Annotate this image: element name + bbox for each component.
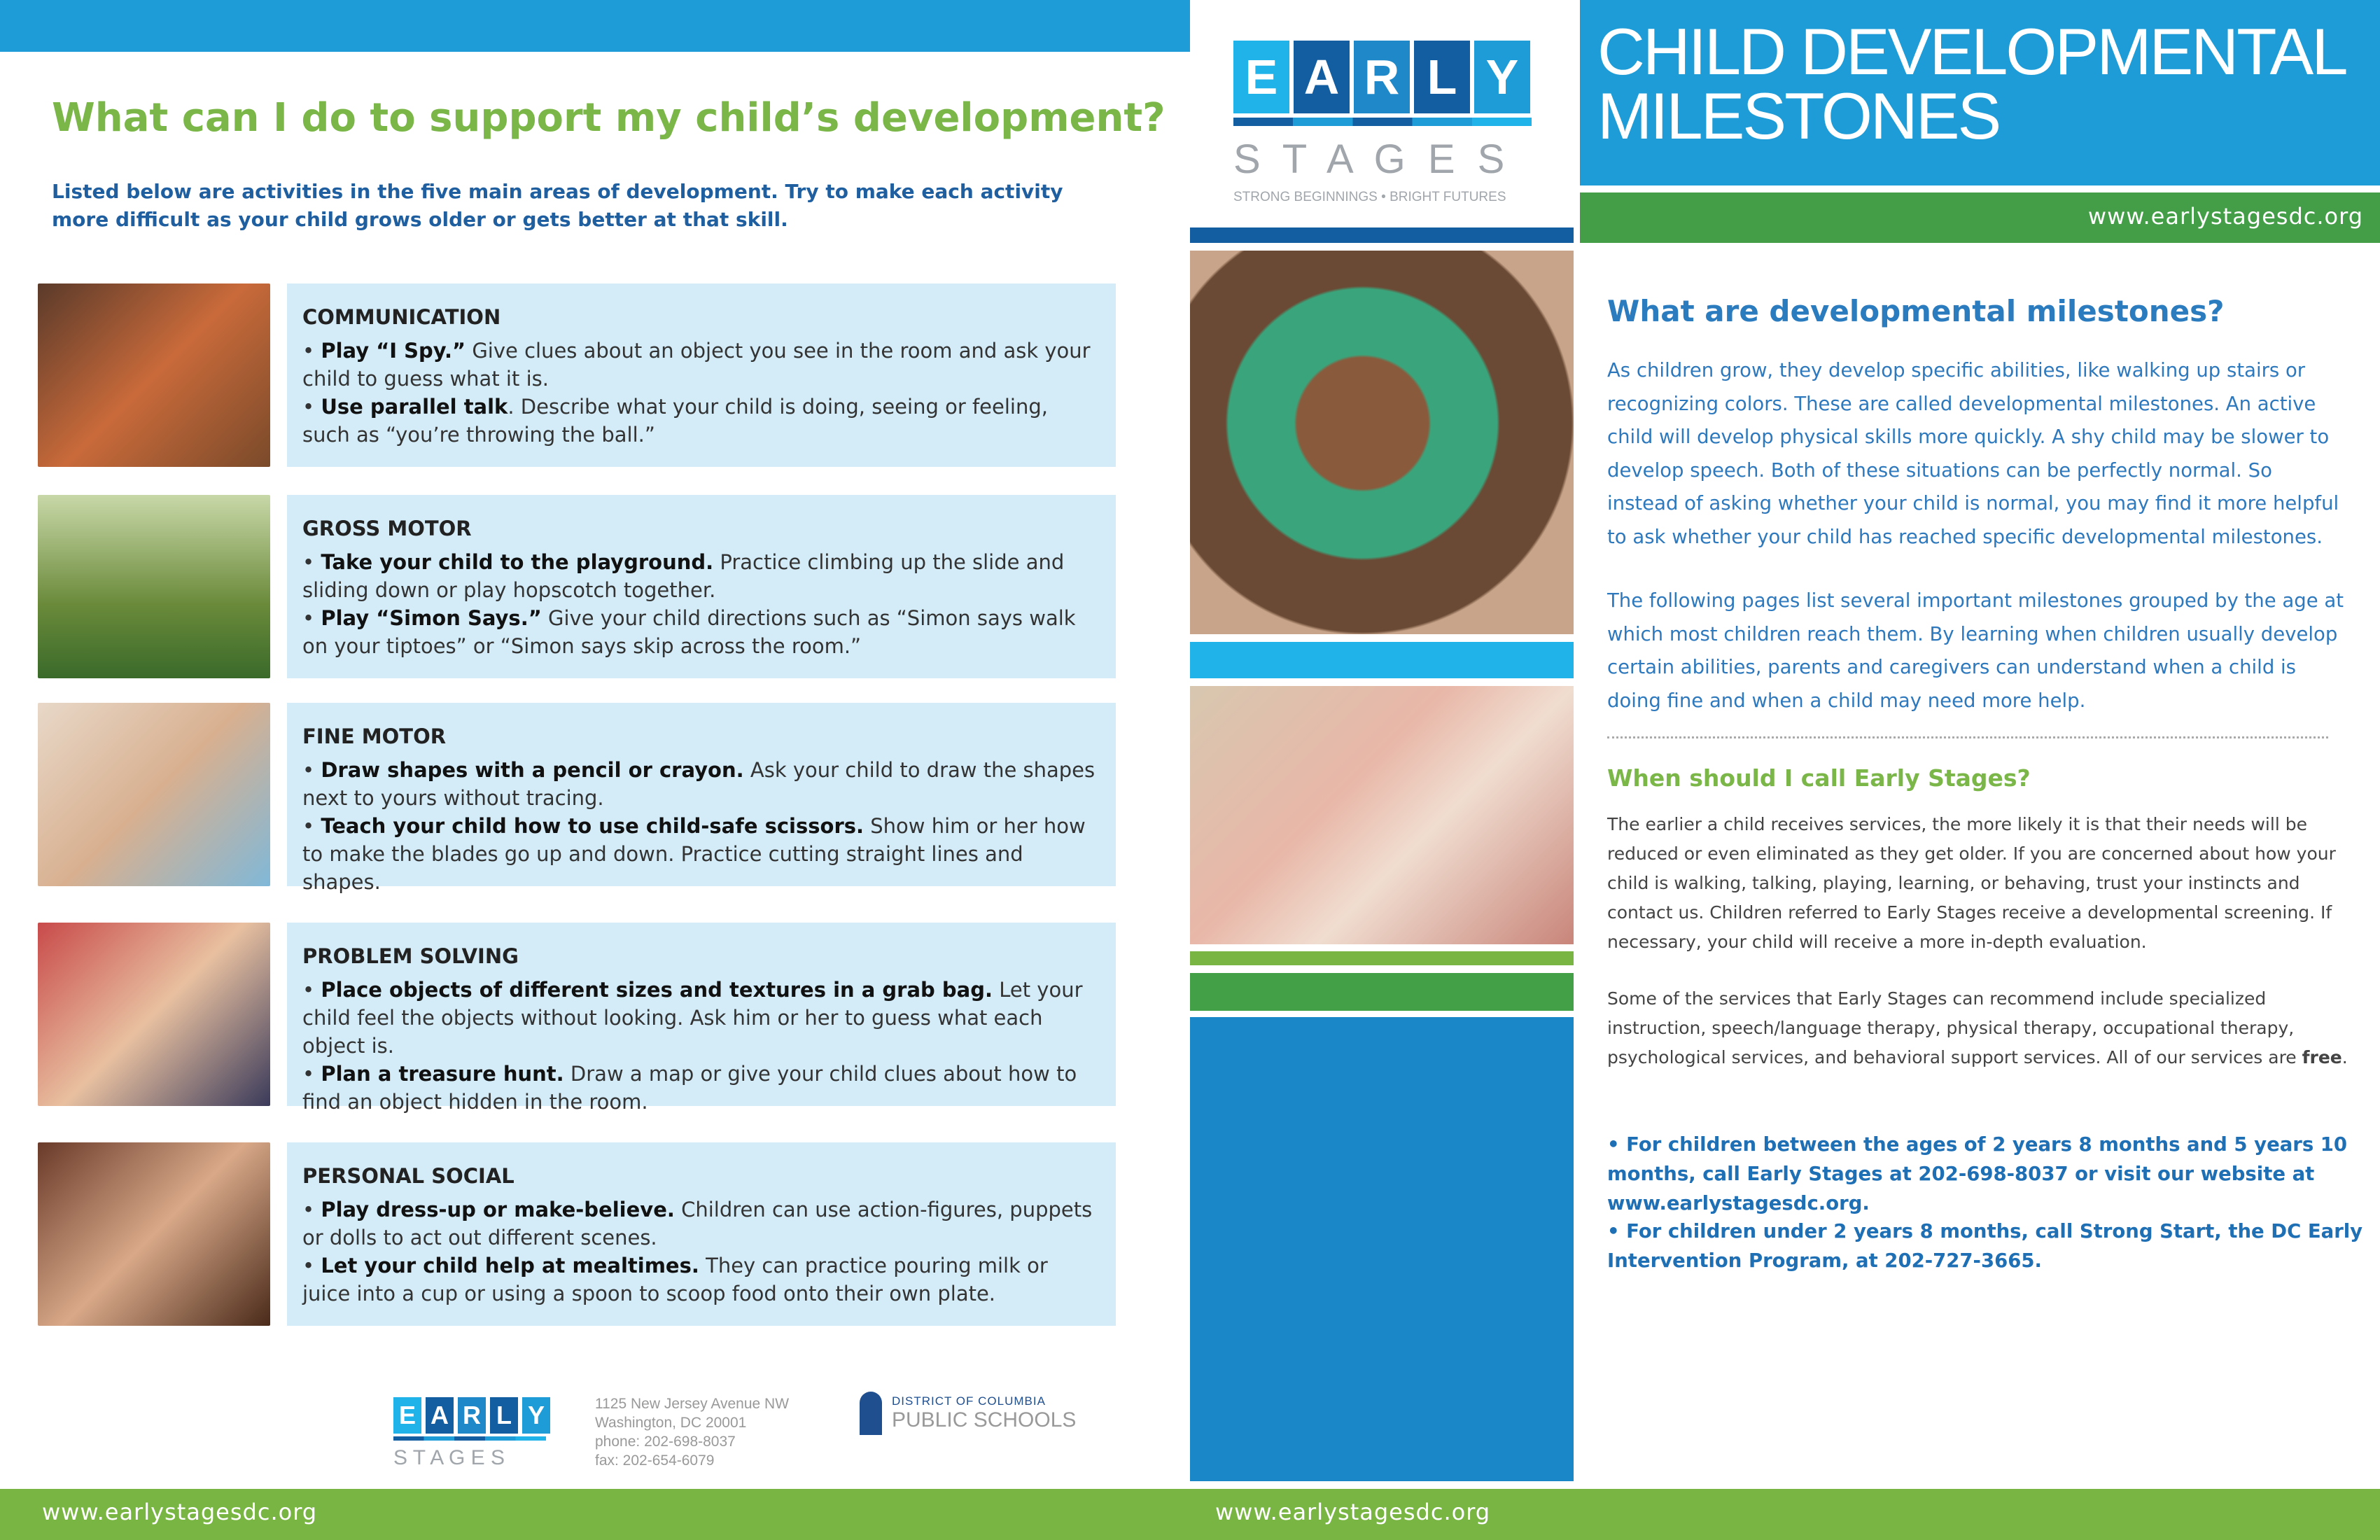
milestones-heading: What are developmental milestones?	[1607, 294, 2225, 328]
area-title: COMMUNICATION	[302, 305, 501, 329]
logo-letter: A	[1294, 41, 1350, 113]
activity-item: • Use parallel talk. Describe what your child is doing, seeing or feeling, such as “you’re throwing the ball.”	[302, 395, 1048, 447]
early-stages-logo: E A R L Y S T A G E S STRONG BEGINNINGS • BRIGHT FUTURES	[1233, 41, 1532, 205]
logo-letter: E	[393, 1397, 421, 1434]
dark-blue-bar	[1190, 227, 1574, 243]
header-url[interactable]: www.earlystagesdc.org	[2087, 203, 2363, 230]
activity-box-gross-motor	[287, 495, 1116, 678]
activity-item: • Take your child to the playground. Practice climbing up the slide and sliding down or play hopscotch together.	[302, 550, 1065, 602]
activity-box-fine-motor	[287, 703, 1116, 894]
call-paragraph-2: Some of the services that Early Stages can recommend include specialized instruction, speech/language therapy, physical therapy, occupational therapy, psychological services, and behavioral support services. All of our services are free.	[1607, 988, 2348, 1068]
photo-fine-motor	[38, 703, 270, 886]
contact-bullet-1: • For children between the ages of 2 years 8 months and 5 years 10 months, call Early Stages at 202-698-8037 or visit our website at www.earlystagesdc.org.	[1607, 1133, 2348, 1214]
area-title: PERSONAL SOCIAL	[302, 1164, 514, 1188]
page-heading: What can I do to support my child’s development?	[52, 95, 1166, 141]
address-block: 1125 New Jersey Avenue NW Washington, DC 20001 phone: 202-698-8037 fax: 202-654-6079	[595, 1396, 790, 1469]
bottom-bar	[0, 1489, 2380, 1540]
activity-item: • Play dress-up or make-believe. Children can use action-figures, puppets or dolls to act out different scenes.	[302, 1198, 1093, 1250]
photo-gross-motor	[38, 495, 270, 678]
top-bar	[0, 0, 1190, 52]
green-bar-thin	[1190, 951, 1574, 965]
activity-item: • Play “I Spy.” Give clues about an object you see in the room and ask your child to guess what it is.	[302, 339, 1091, 391]
photo-hugging-child	[1190, 251, 1574, 634]
logo-letter: R	[458, 1397, 486, 1434]
activity-item: • Draw shapes with a pencil or crayon. Ask your child to draw the shapes next to yours without tracing.	[302, 758, 1096, 810]
logo-letter: Y	[522, 1397, 550, 1434]
logo-letter: L	[490, 1397, 518, 1434]
activity-box-problem-solving	[287, 923, 1116, 1114]
logo-letter: Y	[1474, 41, 1530, 113]
green-bar	[1190, 973, 1574, 1011]
photo-child-drawing	[1190, 686, 1574, 944]
activity-item: • Teach your child how to use child-safe scissors. Show him or her how to make the blades go up and down. Practice cutting straight lines and shapes.	[302, 814, 1086, 894]
area-title: FINE MOTOR	[302, 724, 447, 748]
photo-communication	[38, 284, 270, 467]
area-title: PROBLEM SOLVING	[302, 944, 519, 968]
activity-box-communication	[287, 284, 1116, 467]
photo-problem-solving	[38, 923, 270, 1106]
activity-item: • Plan a treasure hunt. Draw a map or give your child clues about how to find an object hidden in the room.	[302, 1062, 1077, 1114]
photo-personal-social	[38, 1142, 270, 1326]
footer-url-left[interactable]: www.earlystagesdc.org	[42, 1499, 318, 1525]
activity-item: • Let your child help at mealtimes. They can practice pouring milk or juice into a cup or using a spoon to scoop food onto their own plate.	[302, 1254, 1048, 1306]
intro-text: Listed below are activities in the five main areas of development. Try to make each activity more difficult as your child grows older or gets better at that skill.	[52, 180, 1063, 231]
contact-bullet-2: • For children under 2 years 8 months, call Strong Start, the DC Early Intervention Program, at 202-727-3665.	[1607, 1220, 2363, 1272]
logo-letter: E	[1233, 41, 1289, 113]
call-paragraph-1: The earlier a child receives services, the more likely it is that their needs will be reduced or even eliminated as they get older. If you are concerned about how your child is walking, talking, playing, learning, or behaving, trust your instincts and contact us. Children referred to Early Stages receive a developmental screening. If necessary, your child will receive a more in-depth evaluation.	[1607, 814, 2336, 952]
activity-item: • Place objects of different sizes and textures in a grab bag. Let your child feel the objects without looking. Ask him or her to guess what each object is.	[302, 978, 1083, 1058]
main-title: CHILD DEVELOPMENTAL MILESTONES	[1597, 15, 2346, 153]
dcps-logo: DISTRICT OF COLUMBIA PUBLIC SCHOOLS	[860, 1392, 1076, 1435]
logo-letter: A	[426, 1397, 454, 1434]
area-title: GROSS MOTOR	[302, 517, 472, 540]
activity-box-personal-social	[287, 1142, 1116, 1326]
dotted-divider	[1607, 736, 2328, 738]
light-blue-bar	[1190, 642, 1574, 678]
blue-block	[1190, 1017, 1574, 1481]
capitol-icon	[860, 1392, 882, 1435]
footer-url-middle[interactable]: www.earlystagesdc.org	[1215, 1499, 1491, 1525]
logo-letter: L	[1414, 41, 1470, 113]
milestones-paragraph-2: The following pages list several important milestones grouped by the age at which most children reach them. By learning when children usually develop certain abilities, parents and caregivers can understand when a child is doing fine and when a child may need more help.	[1607, 589, 2344, 712]
activity-item: • Play “Simon Says.” Give your child directions such as “Simon says walk on your tiptoes” or “Simon says skip across the room.”	[302, 606, 1076, 658]
call-heading: When should I call Early Stages?	[1607, 764, 2031, 792]
milestones-paragraph-1: As children grow, they develop specific abilities, like walking up stairs or recognizing colors. These are called developmental milestones. An active child will develop physical skills more quickly. A shy child may be slower to develop speech. Both of these situations can be perfectly normal. So instead of asking whether your child is normal, you may find it more helpful to ask whether your child has reached specific developmental milestones.	[1607, 359, 2339, 548]
early-stages-logo-small: E A R L Y S T A G E S	[393, 1397, 550, 1470]
logo-letter: R	[1354, 41, 1410, 113]
